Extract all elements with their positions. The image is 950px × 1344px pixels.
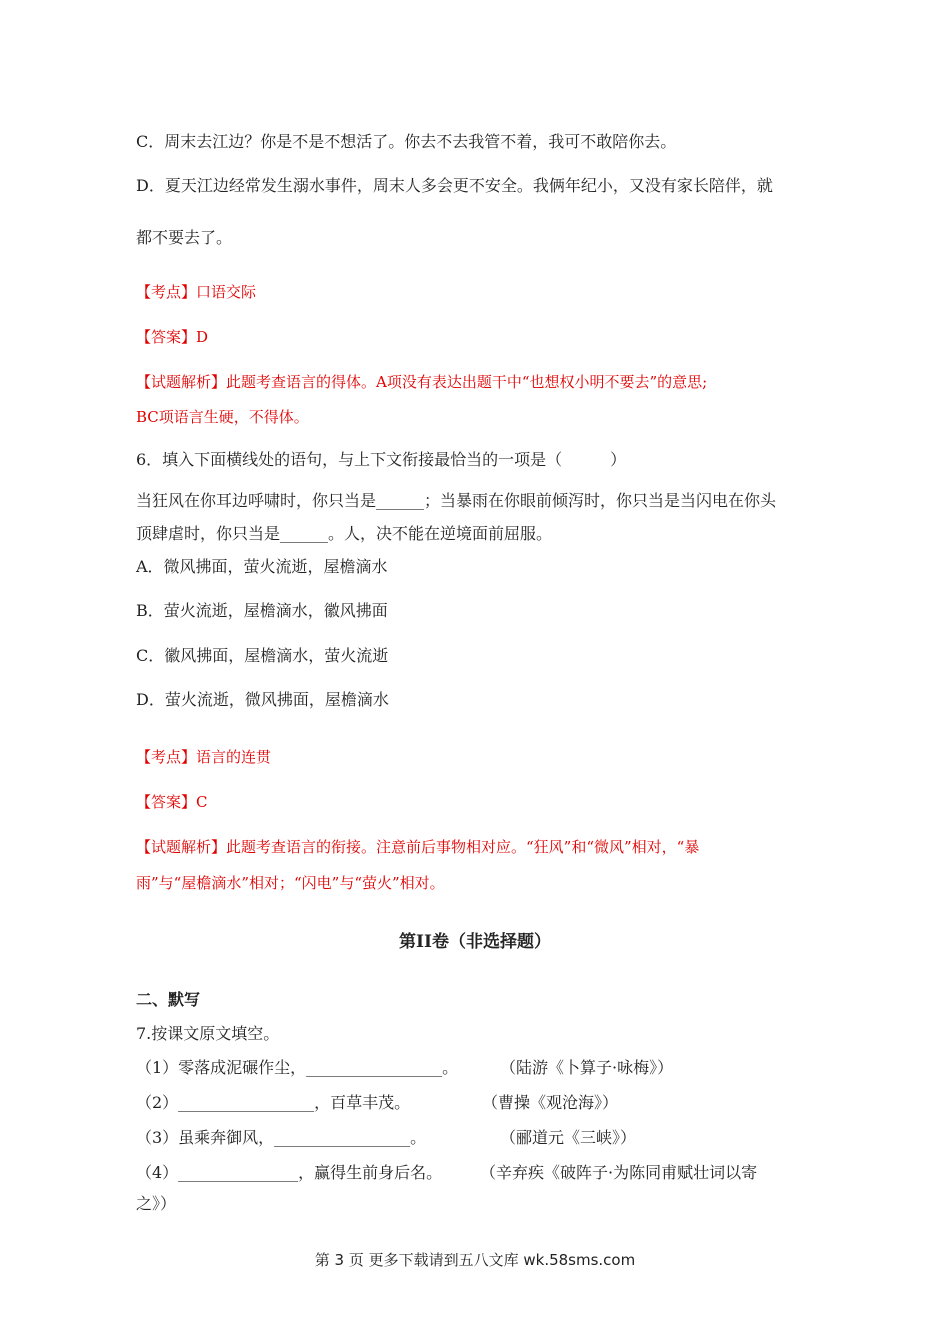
q5-analysis-line2: BC项语言生硬，不得体。 — [136, 408, 309, 426]
page-footer: 第 3 页 更多下载请到五八文库 wk.58sms.com — [314, 1251, 636, 1269]
q6-option-c: C．徽风拂面，屋檐滴水，萤火流逝 — [136, 646, 389, 665]
option-c: C．周末去江边？你是不是不想活了。你去不去我管不着，我可不敢陪你去。 — [136, 132, 677, 151]
q6-option-d: D．萤火流逝，微风拂面，屋檐滴水 — [136, 690, 389, 709]
q7-item-4-continued: 之》） — [136, 1194, 177, 1213]
q7-item-2: （2）_________________，百草丰茂。 — [136, 1093, 411, 1112]
q7-item-4-source: （辛弃疾《破阵子·为陈同甫赋壮词以寄 — [480, 1163, 758, 1182]
q5-kaodian: 【考点】口语交际 — [136, 283, 257, 301]
option-d-line1: D．夏天江边经常发生溺水事件，周末人多会更不安全。我俩年纪小，又没有家长陪伴，就 — [136, 176, 773, 195]
q5-analysis-line1: 【试题解析】此题考查语言的得体。A项没有表达出题干中“也想权小明不要去”的意思; — [136, 373, 708, 391]
q7-stem: 7.按课文原文填空。 — [136, 1024, 280, 1043]
q6-option-b: B．萤火流逝，屋檐滴水，徽风拂面 — [136, 601, 388, 620]
q6-kaodian: 【考点】语言的连贯 — [136, 748, 272, 766]
part2-heading: 二、默写 — [136, 990, 201, 1009]
q6-analysis-line1: 【试题解析】此题考查语言的衔接。注意前后事物相对应。“狂风”和“微风”相对，“暴 — [136, 838, 700, 856]
q7-item-1: （1）零落成泥碾作尘，_________________。 — [136, 1058, 459, 1077]
q6-passage-line2: 顶肆虐时，你只当是______。人，决不能在逆境面前屈服。 — [136, 524, 553, 543]
q6-passage-line1: 当狂风在你耳边呼啸时，你只当是______；当暴雨在你眼前倾泻时，你只当是当闪电在你头 — [136, 491, 777, 510]
q7-item-3-source: （郦道元《三峡》） — [500, 1128, 637, 1147]
q6-stem: 6．填入下面横线处的语句，与上下文衔接最恰当的一项是（ ） — [136, 450, 627, 469]
q7-item-1-source: （陆游《卜算子·咏梅》） — [500, 1058, 674, 1077]
option-d-line2: 都不要去了。 — [136, 228, 233, 247]
section-title: 第II卷（非选择题） — [399, 932, 551, 952]
q7-item-3: （3）虽乘奔御风，_________________。 — [136, 1128, 427, 1147]
q6-answer: 【答案】C — [136, 793, 208, 811]
q7-item-2-source: （曹操《观沧海》） — [482, 1093, 619, 1112]
q6-analysis-line2: 雨”与“屋檐滴水”相对；“闪电”与“萤火”相对。 — [136, 874, 445, 892]
q5-answer: 【答案】D — [136, 328, 209, 346]
q6-option-a: A．微风拂面，萤火流逝，屋檐滴水 — [136, 557, 388, 576]
q7-item-4: （4）_______________，赢得生前身后名。 — [136, 1163, 443, 1182]
